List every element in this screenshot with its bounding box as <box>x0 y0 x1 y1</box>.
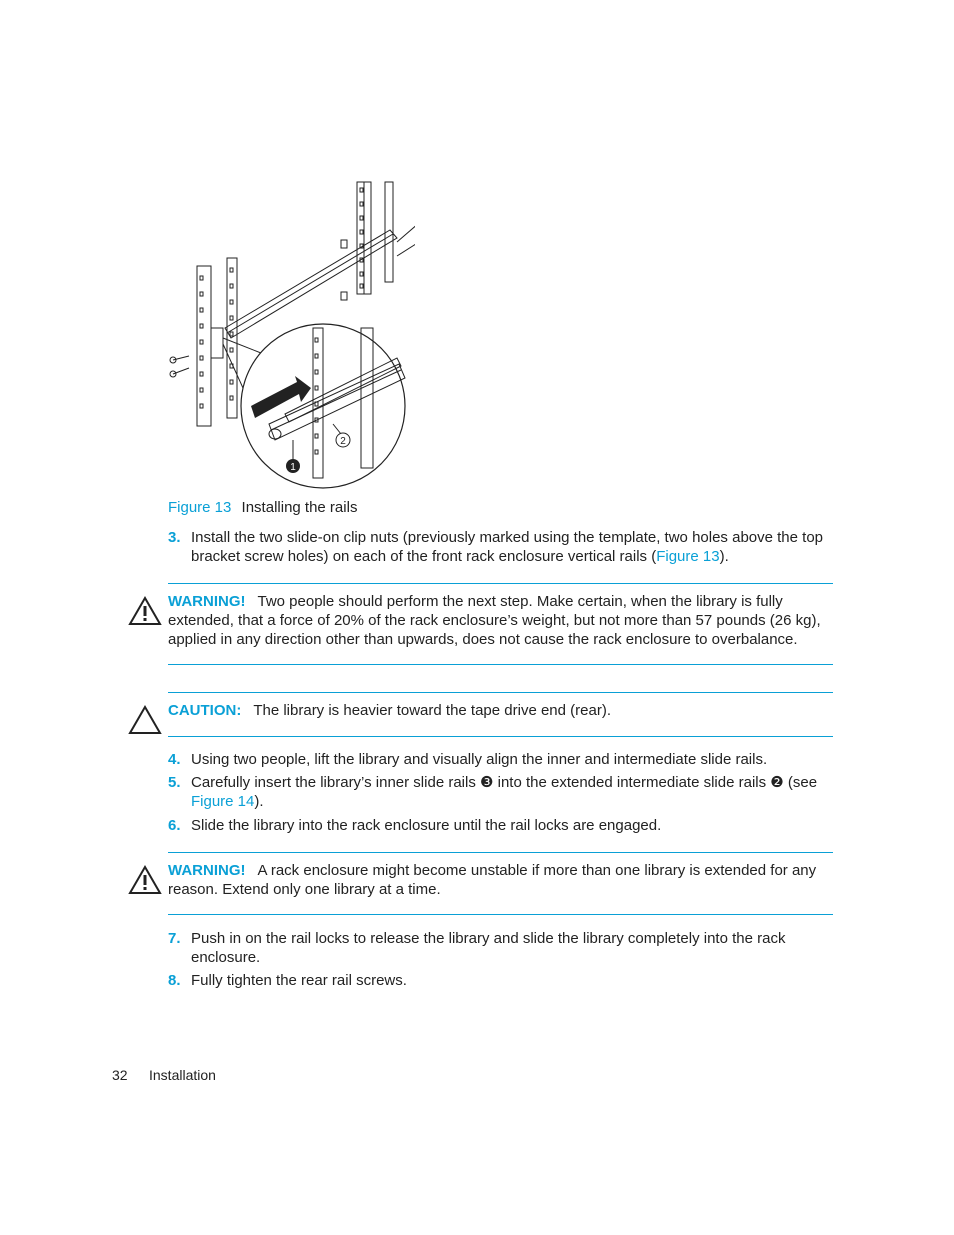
warning-notice-1 <box>168 583 833 665</box>
caution-body <box>168 693 833 720</box>
page-number: 32 <box>112 1067 128 1083</box>
warning-label: WARNING! <box>168 862 246 879</box>
step-number: 4. <box>168 751 181 768</box>
caution-triangle-icon <box>128 705 162 735</box>
figure-14-link[interactable]: Figure 14 <box>191 793 255 810</box>
warning-body <box>168 853 833 899</box>
step-number: 8. <box>168 972 181 989</box>
step-text: Carefully insert the library’s inner slide rails ❸ into the extended intermediate slide rails ❷ (see Figure 14). <box>191 774 818 810</box>
callout-1-label: 1 <box>290 462 296 473</box>
rear-rail-holes <box>360 182 393 288</box>
warning-triangle-icon <box>128 596 162 626</box>
warning-text: A rack enclosure might become unstable if more than one library is extended for any reason. Extend only one library at a time. <box>168 862 817 898</box>
step-text: Fully tighten the rear rail screws. <box>191 972 407 989</box>
caution-notice <box>168 692 833 737</box>
figure-caption-text: Installing the rails <box>241 499 358 516</box>
step-text: Install the two slide-on clip nuts (previously marked using the template, two holes above the top bracket screw holes) on each of the front rack enclosure vertical rails (Figure 13). <box>191 529 824 565</box>
step-text: Using two people, lift the library and visually align the inner and intermediate slide rails. <box>191 751 768 768</box>
step-number: 3. <box>168 529 181 546</box>
warning-triangle-icon <box>128 865 162 895</box>
step-number: 6. <box>168 817 181 834</box>
warning-notice-2 <box>168 852 833 915</box>
step-3 <box>168 528 832 566</box>
step-number: 5. <box>168 774 181 791</box>
warning-body <box>168 584 833 649</box>
figure-caption <box>168 499 357 516</box>
zoom-detail <box>241 324 405 488</box>
step-number: 7. <box>168 930 181 947</box>
callout-2-label: 2 <box>340 436 346 447</box>
step-5 <box>168 773 832 811</box>
warning-label: WARNING! <box>168 593 246 610</box>
figure-13-link[interactable]: Figure 13 <box>656 548 720 565</box>
step-6 <box>168 816 832 835</box>
warning-text: Two people should perform the next step. Make certain, when the library is fully extended, that a force of 20% of the rack enclosure’s weight, but not more than 57 pounds (26 kg), applied in any direction other than upwards, does not cause the rack enclosure to overbalance. <box>168 593 821 648</box>
step-text: Slide the library into the rack enclosure until the rail locks are engaged. <box>191 817 662 834</box>
rail-installation-figure <box>165 178 415 490</box>
figure-caption-label[interactable]: Figure 13 <box>168 499 232 516</box>
step-text: Push in on the rail locks to release the library and slide the library completely into the rack enclosure. <box>191 930 786 966</box>
caution-label: CAUTION: <box>168 702 242 719</box>
step-8 <box>168 971 832 990</box>
step-4 <box>168 750 832 769</box>
rail-diagram <box>165 178 415 490</box>
step-7 <box>168 929 832 967</box>
caution-text: The library is heavier toward the tape drive end (rear). <box>253 702 611 719</box>
section-name: Installation <box>149 1067 216 1083</box>
